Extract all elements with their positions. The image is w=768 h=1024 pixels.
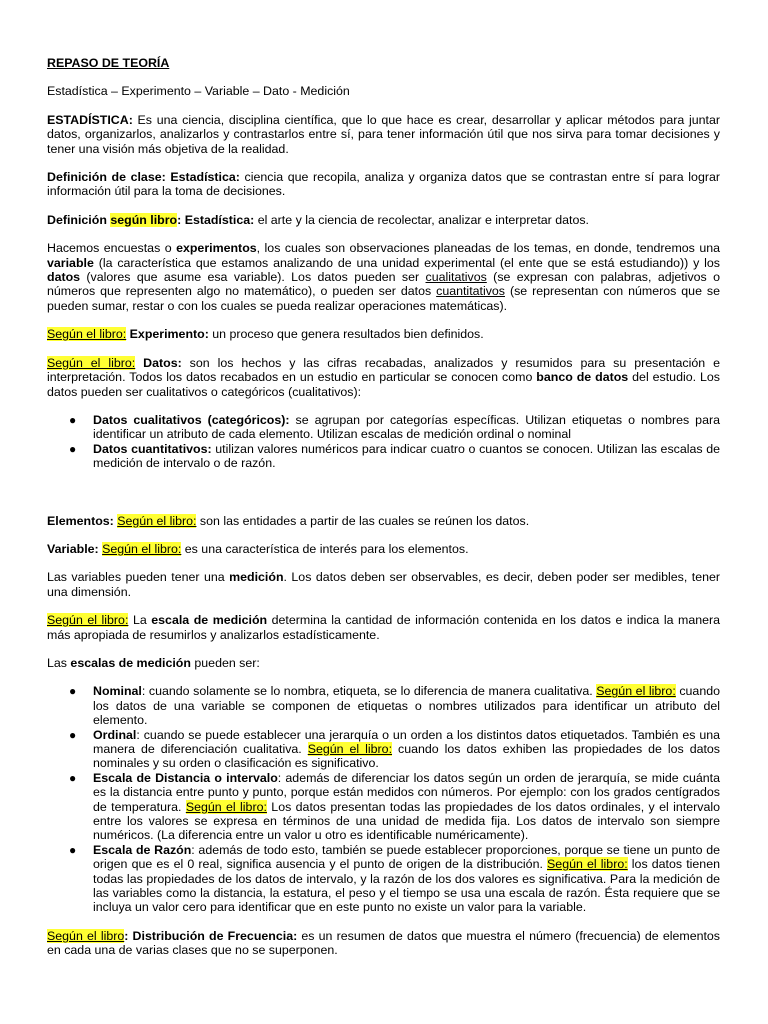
text-segment: del estudio. Los datos pueden ser cualitativos o categóricos (cualitativos): [47, 370, 720, 399]
term-distribucion-frecuencia: : Distribución de Frecuencia: [124, 928, 298, 943]
paragraph-experimento [47, 327, 720, 341]
term-experimento: Experimento: [126, 327, 209, 342]
text-variable: es una característica de interés para los elementos. [181, 541, 469, 556]
term-definicion-a: Definición [47, 212, 111, 227]
term-escala-razon: Escala de Razón [93, 842, 192, 857]
term-estadistica: ESTADÍSTICA: [47, 112, 133, 127]
bold-experimentos: experimentos [176, 241, 257, 256]
text-datos-cualitativos: se agrupan por categorías específicas. Utilizan etiquetas o nombres para identificar un atributo de cada elemento. Utilizan escalas de medición ordinal o nominal [93, 412, 720, 442]
highlight-segun-libro: Según el libro: [47, 355, 136, 370]
text-segment: determina la cantidad de información contenida en los datos e indica la manera más apropiada de resumirlos y analizarlos estadísticamente. [47, 613, 721, 642]
term-variable: Variable: [47, 541, 99, 556]
page-title: REPASO DE TEORÍA [47, 56, 170, 70]
bold-variable: variable [47, 255, 94, 270]
text-datos-cuantitativos: utilizan valores numéricos para indicar cuatro o cuantos se conocen. Utilizan las escalas de medición de intervalo o de razón. [93, 441, 720, 471]
term-escala-distancia: Escala de Distancia o intervalo [93, 770, 278, 785]
paragraph-frecuencia [47, 929, 720, 958]
text-segment: (se representan con números que se pueden sumar, restar o con los cuales se pueda realizar operaciones matemáticas). [47, 284, 720, 313]
text-segment: Los datos presentan todas las propiedades de los datos ordinales, y el intervalo entre los valores se expresa en términos de una unidad de medida fija. Los datos de intervalo son siempre numéricos. (La diferencia entre un valor u otro es identificable numéricamente). [93, 799, 721, 843]
text-segment: La [128, 613, 152, 628]
text-segment: Hacemos encuestas o [47, 241, 177, 256]
bold-medicion: medición [229, 570, 284, 585]
list-item [47, 771, 720, 843]
bold-escala-de-medicion: escala de medición [151, 613, 268, 628]
list-tipos-datos [47, 413, 720, 471]
bullet-icon: ● [69, 412, 77, 427]
underline-cuantitativos: cuantitativos [436, 284, 505, 299]
text-distribucion-frecuencia: es un resumen de datos que muestra el número (frecuencia) de elementos en cada una de varias clases que no se superponen. [47, 928, 721, 958]
text-segment: son los hechos y las cifras recabadas, analizados y resumidos para su presentación e interpretación. Todos los datos recabados en un estudio en particular se conocen como [47, 355, 721, 385]
paragraph-escala [47, 613, 720, 642]
paragraph-escalas-intro [47, 656, 720, 670]
bold-escalas-de-medicion: escalas de medición [70, 655, 191, 670]
subtitle: Estadística – Experimento – Variable – Dato - Medición [47, 84, 350, 99]
text-segment: cuando los datos exhiben las propiedades de los datos nominales y su orden o clasificación es significativo. [93, 742, 721, 771]
text-definicion-libro: el arte y la ciencia de recolectar, analizar e interpretar datos. [254, 212, 589, 227]
term-definicion-b: : Estadística: [177, 212, 255, 227]
text-segment: Las variables pueden tener una [47, 570, 230, 585]
highlight-segun-libro: Según el libro: [596, 684, 676, 699]
highlight-segun-libro: Según el libro: [102, 541, 182, 556]
term-datos-cuantitativos: Datos cuantitativos: [93, 441, 212, 456]
paragraph-elementos [47, 514, 720, 528]
paragraph-variable [47, 542, 720, 556]
text-segment: Las [47, 655, 71, 670]
text-segment: : cuando solamente se lo nombra, etiqueta, se lo diferencia de manera cualitativa. [141, 684, 597, 699]
term-elementos: Elementos: [47, 513, 114, 528]
list-item [47, 684, 720, 727]
term-ordinal: Ordinal [93, 727, 137, 742]
bullet-icon: ● [69, 842, 77, 857]
bold-datos: datos [47, 270, 81, 285]
text-segment: (se expresan con palabras, adjetivos o números que representen algo no matemático), o pueden ser datos [47, 270, 720, 299]
underline-cualitativos: cualitativos [425, 270, 487, 285]
text-segment: : cuando se puede establecer una jerarquía o un orden a los distintos datos etiquetados. También es una manera de diferenciación cualitativa. [93, 727, 720, 756]
term-definicion-clase: Definición de clase: Estadística: [47, 170, 240, 185]
paragraph-estadistica [47, 113, 720, 156]
bullet-icon: ● [69, 770, 77, 785]
paragraph-datos [47, 356, 720, 399]
text-segment: los datos tienen todas las propiedades de los datos de intervalo, y la razón de los dos valores es significativa. Para la medición de las variables como la distancia, la estatura, el peso y el tiempo se usa una escala de razón. Ésta requiere que se incluya un valor cero para identificar que en este punto no existe un valor para la variable. [93, 857, 720, 915]
highlight-segun-libro: Según el libro: [47, 327, 127, 342]
bullet-icon: ● [69, 727, 77, 742]
text-segment: pueden ser: [190, 655, 260, 670]
term-datos-cualitativos: Datos cualitativos (categóricos): [93, 412, 290, 427]
text-segment: (la característica que estamos analizando de una unidad experimental (el ente que se está estudiando)) y los [93, 255, 720, 270]
bullet-icon: ● [69, 684, 77, 699]
text-segment: . Los datos deben ser observables, es decir, deben poder ser medibles, tener una dimensión. [47, 570, 720, 599]
text-experimento: un proceso que genera resultados bien definidos. [208, 327, 484, 342]
highlight-segun-libro: Según el libro: [117, 513, 197, 528]
text-segment: : además de todo esto, también se puede establecer proporciones, porque se tiene un punto de origen que es el 0 real, significa ausencia y el punto de origen de la distribución. [93, 842, 720, 872]
paragraph-definicion-libro [47, 213, 720, 227]
highlight-segun-libro: Según el libro: [547, 857, 628, 872]
list-item [47, 843, 720, 915]
highlight-segun-libro: Según el libro: [47, 613, 129, 628]
bullet-icon: ● [69, 441, 77, 456]
text-segment: cuando los datos de una variable se componen de etiquetas o nombres utilizados para identificar un atributo del elemento. [93, 684, 721, 728]
list-item [47, 728, 720, 771]
term-datos: Datos: [135, 355, 182, 370]
text-segment: (valores que asume esa variable). Los datos pueden ser [80, 270, 426, 285]
highlight-segun-libro: según libro [110, 212, 178, 227]
bold-banco-de-datos: banco de datos [536, 370, 629, 385]
text-segment: , los cuales son observaciones planeadas de los temas, en donde, tendremos una [256, 241, 720, 256]
highlight-segun-libro: Según el libro: [307, 742, 393, 756]
text-estadistica: Es una ciencia, disciplina científica, que lo que hace es crear, desarrollar y aplicar métodos para juntar datos, organizarlos, analizarlos y contrastarlos entre sí, para tener información útil que nos sirva para tomar decisiones y tener una visión más objetiva de la realidad. [47, 112, 720, 156]
list-item [47, 413, 720, 442]
text-segment: : además de diferenciar los datos según un orden de jerarquía, se mide cuánta es la distancia entre punto y punto, porque están medidos con números. Por ejemplo: con los grados centígrados de temperatura. [93, 770, 720, 814]
term-nominal: Nominal [93, 684, 142, 699]
list-escalas [47, 684, 720, 915]
text-elementos: son las entidades a partir de las cuales se reúnen los datos. [196, 513, 530, 528]
paragraph-definicion-clase [47, 170, 720, 199]
highlight-segun-libro: Según el libro: [185, 799, 267, 814]
highlight-segun-libro: Según el libro [47, 928, 125, 943]
list-item [47, 442, 720, 471]
text-definicion-clase: ciencia que recopila, analiza y organiza datos que se contrastan entre sí para lograr información útil para la toma de decisiones. [47, 170, 720, 199]
paragraph-encuestas [47, 241, 720, 313]
paragraph-medicion [47, 570, 720, 599]
